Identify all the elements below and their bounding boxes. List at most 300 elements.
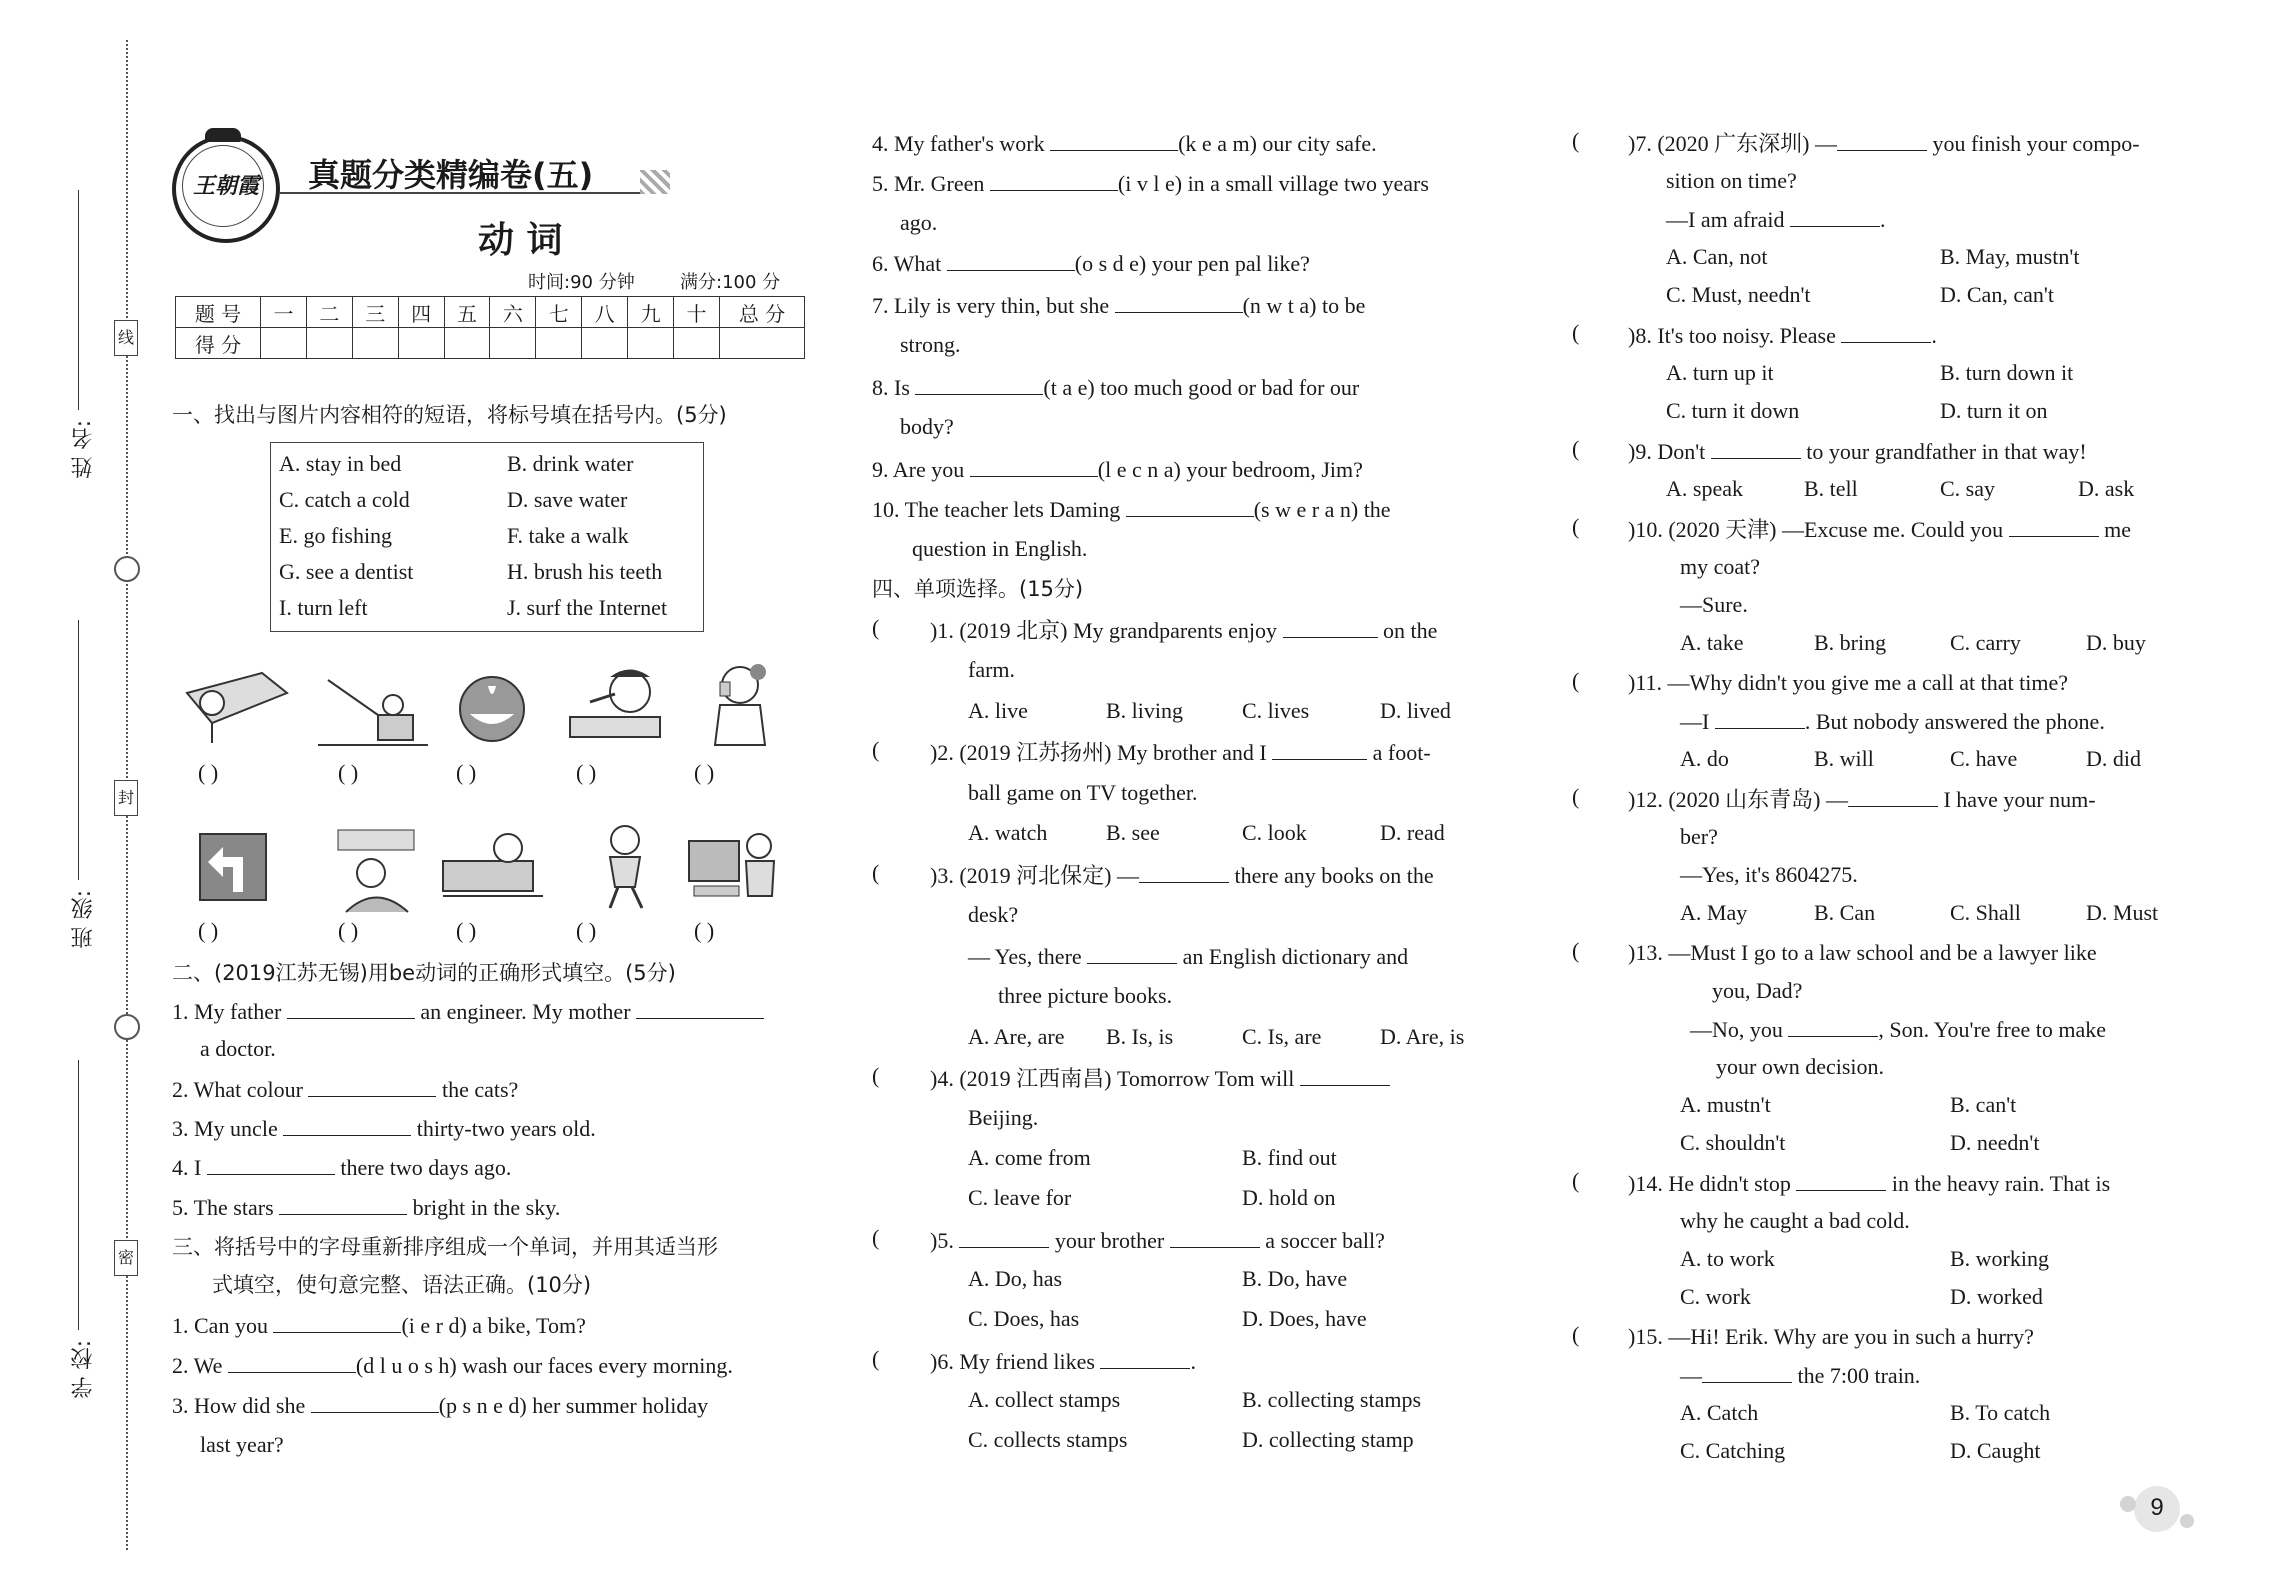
answer-bracket[interactable]: ( ) <box>198 918 219 943</box>
choice-option[interactable]: D. read <box>1380 820 1445 845</box>
choice-option[interactable]: A. mustn't <box>1680 1092 1771 1117</box>
school-line <box>78 1060 79 1330</box>
answer-blank[interactable] <box>1788 1014 1878 1037</box>
s2-question-3 <box>172 1113 596 1144</box>
answer-paren[interactable]: ( <box>872 615 880 640</box>
question-text: —Yes, it's 8604275. <box>1680 862 1858 887</box>
answer-blank[interactable] <box>990 168 1118 191</box>
question-text: . <box>1880 207 1886 232</box>
choice-option[interactable]: C. work <box>1680 1284 1751 1309</box>
answer-blank[interactable] <box>1841 320 1931 343</box>
choice-option[interactable]: C. have <box>1950 746 2018 771</box>
table-cell: 七 <box>536 297 582 328</box>
choice-option[interactable]: B. will <box>1814 746 1874 771</box>
choice-option[interactable]: C. say <box>1940 476 1995 501</box>
title-underline <box>280 192 650 194</box>
choice-option[interactable]: B. turn down it <box>1940 360 2074 385</box>
question-text: a soccer ball? <box>1265 1228 1385 1253</box>
answer-paren[interactable]: ( <box>872 860 880 885</box>
choice-option[interactable]: D. Can, can't <box>1940 282 2054 307</box>
phrase-option: A. stay in bed <box>279 451 402 476</box>
score-table-score-row <box>176 328 805 359</box>
mark-feng: 封 <box>114 780 138 816</box>
question-text: there any books on the <box>1234 863 1434 888</box>
question-text: )13. —Must I go to a law school and be a lawyer like <box>1628 940 2097 965</box>
choice-option[interactable]: B. Do, have <box>1242 1266 1348 1291</box>
picture-fishing <box>318 670 428 750</box>
choice-option[interactable]: D. needn't <box>1950 1130 2040 1155</box>
choice-option[interactable]: B. bring <box>1814 630 1887 655</box>
choice-option[interactable]: B. Can <box>1814 900 1876 925</box>
question-text: 6. What <box>872 251 942 276</box>
full-score: 满分:100 分 <box>680 272 781 293</box>
question-text: you finish your compo- <box>1932 131 2140 156</box>
question-text: thirty-two years old. <box>416 1116 596 1141</box>
s4-question-14 <box>1628 1168 2110 1199</box>
answer-paren[interactable]: ( <box>1572 1168 1580 1193</box>
s3-question-9 <box>872 454 1363 485</box>
phrase-option: I. turn left <box>279 595 368 620</box>
answer-blank[interactable] <box>273 1310 401 1333</box>
question-text: on the <box>1383 618 1438 643</box>
choice-option[interactable]: D. worked <box>1950 1284 2043 1309</box>
answer-blank[interactable] <box>2009 514 2099 537</box>
question-text: a doctor. <box>200 1036 276 1061</box>
choice-option[interactable]: B. can't <box>1950 1092 2017 1117</box>
question-text: desk? <box>968 902 1019 927</box>
class-line <box>78 620 79 880</box>
s4-question-15-reply <box>1680 1360 1920 1391</box>
answer-blank[interactable] <box>1139 860 1229 883</box>
question-text: three picture books. <box>998 983 1173 1008</box>
question-text: bright in the sky. <box>412 1195 561 1220</box>
mark-mi: 密 <box>114 1240 138 1276</box>
section2-title: 二、(2019江苏无锡)用be动词的正确形式填空。(5分) <box>172 961 676 985</box>
section1-title: 一、找出与图片内容相符的短语，将标号填在括号内。(5分) <box>172 403 727 427</box>
class-label: 班 级: <box>71 890 96 949</box>
score-cell[interactable] <box>582 328 628 359</box>
question-text: )10. (2020 天津) —Excuse me. Could you <box>1628 517 2004 542</box>
answer-paren[interactable]: ( <box>1572 436 1580 461</box>
phrase-option: F. take a walk <box>507 523 629 548</box>
score-cell[interactable] <box>674 328 720 359</box>
answer-bracket[interactable]: ( ) <box>338 918 359 943</box>
choice-option[interactable]: A. Can, not <box>1666 244 1768 269</box>
logo-text: 王朝霞 <box>192 174 259 199</box>
question-text: )11. —Why didn't you give me a call at that time? <box>1628 670 2068 695</box>
question-text: sition on time? <box>1666 168 1797 193</box>
choice-option[interactable]: A. Catch <box>1680 1400 1759 1425</box>
choice-option[interactable]: C. collects stamps <box>968 1427 1128 1452</box>
choice-option[interactable]: A. take <box>1680 630 1744 655</box>
question-text: —No, you <box>1690 1017 1783 1042</box>
question-text: )3. (2019 河北保定) — <box>930 863 1139 888</box>
logo-badge <box>172 135 280 243</box>
answer-blank[interactable] <box>1715 706 1805 729</box>
choice-option[interactable]: D. turn it on <box>1940 398 2048 423</box>
question-text: your own decision. <box>1716 1054 1885 1079</box>
s3-question-3 <box>172 1390 708 1421</box>
answer-bracket[interactable]: ( ) <box>576 760 597 785</box>
answer-blank[interactable] <box>1837 128 1927 151</box>
question-text: 4. I <box>172 1155 202 1180</box>
table-cell: 六 <box>490 297 536 328</box>
question-text: 1. Can you <box>172 1313 268 1338</box>
choice-option[interactable]: B. living <box>1106 698 1184 723</box>
answer-paren[interactable]: ( <box>1572 320 1580 345</box>
answer-blank[interactable] <box>636 996 764 1019</box>
binding-margin <box>0 0 160 1582</box>
phrase-option: D. save water <box>507 487 628 512</box>
question-text: )15. —Hi! Erik. Why are you in such a hurry? <box>1628 1324 2034 1349</box>
answer-paren[interactable]: ( <box>1572 938 1580 963</box>
question-text: me <box>2104 517 2132 542</box>
choice-option[interactable]: C. Must, needn't <box>1666 282 1811 307</box>
score-cell[interactable] <box>720 328 805 359</box>
s4-question-13-reply <box>1690 1014 2106 1045</box>
question-text: . <box>1190 1349 1196 1374</box>
phrase-option: B. drink water <box>507 451 634 476</box>
s4-question-4 <box>930 1063 1390 1094</box>
choice-option[interactable]: D. buy <box>2086 630 2146 655</box>
choice-option[interactable]: C. turn it down <box>1666 398 1800 423</box>
choice-option[interactable]: D. hold on <box>1242 1185 1336 1210</box>
name-line <box>78 190 79 410</box>
answer-paren[interactable]: ( <box>1572 784 1580 809</box>
question-text: —Sure. <box>1680 592 1748 617</box>
s4-question-7-reply <box>1666 204 1886 235</box>
section4-title: 四、单项选择。(15分) <box>872 577 1084 601</box>
s4-question-6 <box>930 1346 1196 1377</box>
question-text: an English dictionary and <box>1182 944 1409 969</box>
score-cell[interactable] <box>398 328 444 359</box>
table-cell: 九 <box>628 297 674 328</box>
table-cell: 题 号 <box>176 297 261 328</box>
answer-blank[interactable] <box>228 1350 356 1373</box>
question-text: 4. My father's work <box>872 131 1045 156</box>
answer-blank[interactable] <box>959 1225 1049 1248</box>
question-text: )4. (2019 江西南昌) Tomorrow Tom will <box>930 1066 1295 1091</box>
question-text: last year? <box>200 1432 284 1457</box>
table-cell: 十 <box>674 297 720 328</box>
choice-option[interactable]: C. Is, are <box>1242 1024 1322 1049</box>
question-text: (t a e) too much good or bad for our <box>1043 375 1360 400</box>
question-text: ball game on TV together. <box>968 780 1198 805</box>
choice-option[interactable]: A. watch <box>968 820 1048 845</box>
question-text: (i v l e) in a small village two years <box>1117 171 1429 196</box>
question-text: an engineer. My mother <box>420 999 631 1024</box>
choice-option[interactable]: C. lives <box>1242 698 1310 723</box>
question-text: (i e r d) a bike, Tom? <box>401 1313 586 1338</box>
choice-option[interactable]: D. ask <box>2078 476 2135 501</box>
picture-surf-internet <box>684 826 784 906</box>
s3-question-7 <box>872 290 1365 321</box>
question-text: I have your num- <box>1943 787 2096 812</box>
answer-paren[interactable]: ( <box>1572 128 1580 153</box>
answer-bracket[interactable]: ( ) <box>198 760 219 785</box>
question-text: 2. We <box>172 1353 223 1378</box>
question-text: — Yes, there <box>968 944 1082 969</box>
answer-blank[interactable] <box>915 372 1043 395</box>
question-text: the 7:00 train. <box>1797 1363 1921 1388</box>
question-text: (s w e r a n) the <box>1253 497 1391 522</box>
choice-option[interactable]: A. to work <box>1680 1246 1775 1271</box>
table-cell: 五 <box>444 297 490 328</box>
question-text: in the heavy rain. That is <box>1891 1171 2111 1196</box>
score-cell[interactable] <box>628 328 674 359</box>
answer-paren[interactable]: ( <box>872 1225 880 1250</box>
choice-option[interactable]: D. Are, is <box>1380 1024 1465 1049</box>
choice-option[interactable]: D. Caught <box>1950 1438 2041 1463</box>
answer-blank[interactable] <box>1790 204 1880 227</box>
question-text: farm. <box>968 657 1016 682</box>
question-text: — <box>1680 1363 1702 1388</box>
question-text: )12. (2020 山东青岛) — <box>1628 787 1848 812</box>
s3-question-4 <box>872 128 1377 159</box>
answer-bracket[interactable]: ( ) <box>338 760 359 785</box>
question-text: (k e a m) our city safe. <box>1178 131 1377 156</box>
school-label: 学 校: <box>71 1340 96 1399</box>
s2-question-1 <box>172 996 764 1027</box>
choice-option[interactable]: A. collect stamps <box>968 1387 1121 1412</box>
answer-bracket[interactable]: ( ) <box>576 918 597 943</box>
choice-option[interactable]: D. Must <box>2086 900 2159 925</box>
choice-option[interactable]: A. turn up it <box>1666 360 1774 385</box>
choice-option[interactable]: D. did <box>2086 746 2141 771</box>
choice-option[interactable]: D. lived <box>1380 698 1451 723</box>
question-text: why he caught a bad cold. <box>1680 1208 1910 1233</box>
answer-paren[interactable]: ( <box>872 1346 880 1371</box>
question-text: )1. (2019 北京) My grandparents enjoy <box>930 618 1278 643</box>
answer-blank[interactable] <box>947 248 1075 271</box>
question-text: the cats? <box>441 1077 519 1102</box>
question-text: 1. My father <box>172 999 282 1024</box>
question-text: )9. Don't <box>1628 439 1706 464</box>
question-text: )8. It's too noisy. Please <box>1628 323 1836 348</box>
s4-question-8 <box>1628 320 1937 351</box>
question-text: 5. The stars <box>172 1195 274 1220</box>
answer-blank[interactable] <box>279 1192 407 1215</box>
question-text: —I <box>1680 709 1710 734</box>
s3-question-8 <box>872 372 1359 403</box>
answer-blank[interactable] <box>1170 1225 1260 1248</box>
choice-option[interactable]: A. speak <box>1666 476 1743 501</box>
subject-title: 动 词 <box>478 220 563 261</box>
answer-paren[interactable]: ( <box>872 737 880 762</box>
question-text: ago. <box>900 210 938 235</box>
question-text: 8. Is <box>872 375 910 400</box>
choice-option[interactable]: A. Do, has <box>968 1266 1063 1291</box>
answer-blank[interactable] <box>207 1152 335 1175</box>
question-text: strong. <box>900 332 961 357</box>
score-cell[interactable] <box>490 328 536 359</box>
s2-question-5 <box>172 1192 560 1223</box>
s4-question-3 <box>930 860 1434 891</box>
table-cell: 总 分 <box>720 297 805 328</box>
question-text: a foot- <box>1372 740 1431 765</box>
picture-save-water <box>450 674 534 744</box>
s4-question-11-reply <box>1680 706 2105 737</box>
answer-blank[interactable] <box>1702 1360 1792 1383</box>
question-text: 10. The teacher lets Daming <box>872 497 1121 522</box>
answer-blank[interactable] <box>1796 1168 1886 1191</box>
question-text: 7. Lily is very thin, but she <box>872 293 1110 318</box>
choice-option[interactable]: A. live <box>968 698 1028 723</box>
question-text: )6. My friend likes <box>930 1349 1095 1374</box>
phrase-option: E. go fishing <box>279 523 393 548</box>
question-text: my coat? <box>1680 554 1761 579</box>
phrase-option: H. brush his teeth <box>507 559 663 584</box>
picture-walk <box>580 822 670 912</box>
answer-blank[interactable] <box>1272 737 1367 760</box>
choice-option[interactable]: C. Catching <box>1680 1438 1786 1463</box>
picture-sick-in-bed <box>182 668 292 748</box>
question-text: , Son. You're free to make <box>1878 1017 2106 1042</box>
question-text: . <box>1931 323 1937 348</box>
choice-option[interactable]: C. Shall <box>1950 900 2021 925</box>
score-table <box>175 296 805 359</box>
choice-option[interactable]: B. find out <box>1242 1145 1337 1170</box>
score-cell[interactable] <box>444 328 490 359</box>
question-text: Beijing. <box>968 1105 1039 1130</box>
score-table-header-row <box>176 297 805 328</box>
choice-option[interactable]: A. do <box>1680 746 1729 771</box>
answer-bracket[interactable]: ( ) <box>456 918 477 943</box>
choice-option[interactable]: C. leave for <box>968 1185 1072 1210</box>
page-dot-decoration <box>2120 1496 2136 1512</box>
table-cell: 一 <box>261 297 307 328</box>
answer-blank[interactable] <box>1087 941 1177 964</box>
question-text: (o s d e) your pen pal like? <box>1074 251 1310 276</box>
s4-question-9 <box>1628 436 2087 467</box>
phrase-option: C. catch a cold <box>279 487 410 512</box>
answer-blank[interactable] <box>1300 1063 1390 1086</box>
table-cell: 二 <box>306 297 352 328</box>
answer-paren[interactable]: ( <box>872 1063 880 1088</box>
question-text: )7. (2020 广东深圳) — <box>1628 131 1837 156</box>
table-cell: 四 <box>398 297 444 328</box>
title-dots-decoration <box>640 170 670 194</box>
score-cell[interactable] <box>261 328 307 359</box>
picture-brush-teeth <box>560 662 670 742</box>
score-cell[interactable] <box>536 328 582 359</box>
choice-option[interactable]: B. To catch <box>1950 1400 2051 1425</box>
answer-blank[interactable] <box>1283 615 1378 638</box>
s4-question-2 <box>930 737 1431 768</box>
page-number-badge <box>2134 1486 2180 1532</box>
choice-option[interactable]: C. Does, has <box>968 1306 1080 1331</box>
answer-blank[interactable] <box>1848 784 1938 807</box>
table-cell: 三 <box>352 297 398 328</box>
choice-option[interactable]: A. May <box>1680 900 1748 925</box>
s4-question-1 <box>930 615 1437 646</box>
score-cell[interactable] <box>306 328 352 359</box>
question-text: 2. What colour <box>172 1077 303 1102</box>
answer-blank[interactable] <box>1050 128 1178 151</box>
question-text: 9. Are you <box>872 457 965 482</box>
answer-blank[interactable] <box>1126 494 1254 517</box>
s2-question-2 <box>172 1074 518 1105</box>
answer-bracket[interactable]: ( ) <box>694 918 715 943</box>
picture-turn-left-sign <box>198 832 268 902</box>
score-cell[interactable] <box>352 328 398 359</box>
s2-question-4 <box>172 1152 511 1183</box>
answer-blank[interactable] <box>1115 290 1243 313</box>
s3-question-10 <box>872 494 1391 525</box>
s3-question-5 <box>872 168 1429 199</box>
picture-dentist <box>336 828 416 914</box>
choice-option[interactable]: A. Are, are <box>968 1024 1065 1049</box>
question-text: (n w t a) to be <box>1242 293 1366 318</box>
choice-option[interactable]: C. shouldn't <box>1680 1130 1786 1155</box>
answer-blank[interactable] <box>287 996 415 1019</box>
phrase-option: G. see a dentist <box>279 559 414 584</box>
choice-option[interactable]: C. look <box>1242 820 1307 845</box>
question-text: body? <box>900 414 954 439</box>
question-text: question in English. <box>912 536 1088 561</box>
question-text: (d l u o s h) wash our faces every morning. <box>355 1353 733 1378</box>
answer-blank[interactable] <box>1100 1346 1190 1369</box>
question-text: )14. He didn't stop <box>1628 1171 1791 1196</box>
question-text: —I am afraid <box>1666 207 1785 232</box>
picture-cold <box>438 826 548 902</box>
mark-xian: 线 <box>114 320 138 356</box>
section3-title-line2: 式填空，使句意完整、语法正确。(10分) <box>212 1273 592 1297</box>
answer-paren[interactable]: ( <box>1572 668 1580 693</box>
logo-crown-icon <box>205 128 241 142</box>
choice-option[interactable]: D. Does, have <box>1242 1306 1367 1331</box>
choice-option[interactable]: B. collecting stamps <box>1242 1387 1422 1412</box>
answer-paren[interactable]: ( <box>1572 1322 1580 1347</box>
answer-blank[interactable] <box>970 454 1098 477</box>
question-text: ber? <box>1680 824 1718 849</box>
table-cell: 八 <box>582 297 628 328</box>
answer-blank[interactable] <box>311 1390 439 1413</box>
s4-question-3-reply <box>968 941 1408 972</box>
time-info: 时间:90 分钟 <box>528 272 635 293</box>
choice-option[interactable]: B. working <box>1950 1246 2049 1271</box>
question-text: )5. <box>930 1228 954 1253</box>
phrase-options-box <box>270 442 704 632</box>
table-cell: 得 分 <box>176 328 261 359</box>
question-text: . But nobody answered the phone. <box>1804 709 2105 734</box>
question-text: you, Dad? <box>1712 978 1803 1003</box>
choice-option[interactable]: A. come from <box>968 1145 1091 1170</box>
answer-blank[interactable] <box>1711 436 1801 459</box>
page-dot-decoration <box>2180 1514 2194 1528</box>
page-number: 9 <box>2150 1494 2164 1521</box>
answer-blank[interactable] <box>283 1113 411 1136</box>
question-text: (l e c n a) your bedroom, Jim? <box>1097 457 1363 482</box>
question-text: there two days ago. <box>340 1155 512 1180</box>
choice-option[interactable]: B. see <box>1106 820 1160 845</box>
s3-question-1 <box>172 1310 586 1341</box>
answer-blank[interactable] <box>308 1074 436 1097</box>
answer-bracket[interactable]: ( ) <box>694 760 715 785</box>
choice-option[interactable]: B. May, mustn't <box>1940 244 2080 269</box>
answer-bracket[interactable]: ( ) <box>456 760 477 785</box>
choice-option[interactable]: D. collecting stamp <box>1242 1427 1414 1452</box>
choice-option[interactable]: B. Is, is <box>1106 1024 1174 1049</box>
s4-question-7 <box>1628 128 2140 159</box>
question-text: 5. Mr. Green <box>872 171 985 196</box>
answer-paren[interactable]: ( <box>1572 514 1580 539</box>
s4-question-12 <box>1628 784 2096 815</box>
question-text: )2. (2019 江苏扬州) My brother and I <box>930 740 1267 765</box>
series-title: 真题分类精编卷(五) <box>308 156 594 194</box>
choice-option[interactable]: B. tell <box>1804 476 1858 501</box>
choice-option[interactable]: C. carry <box>1950 630 2021 655</box>
